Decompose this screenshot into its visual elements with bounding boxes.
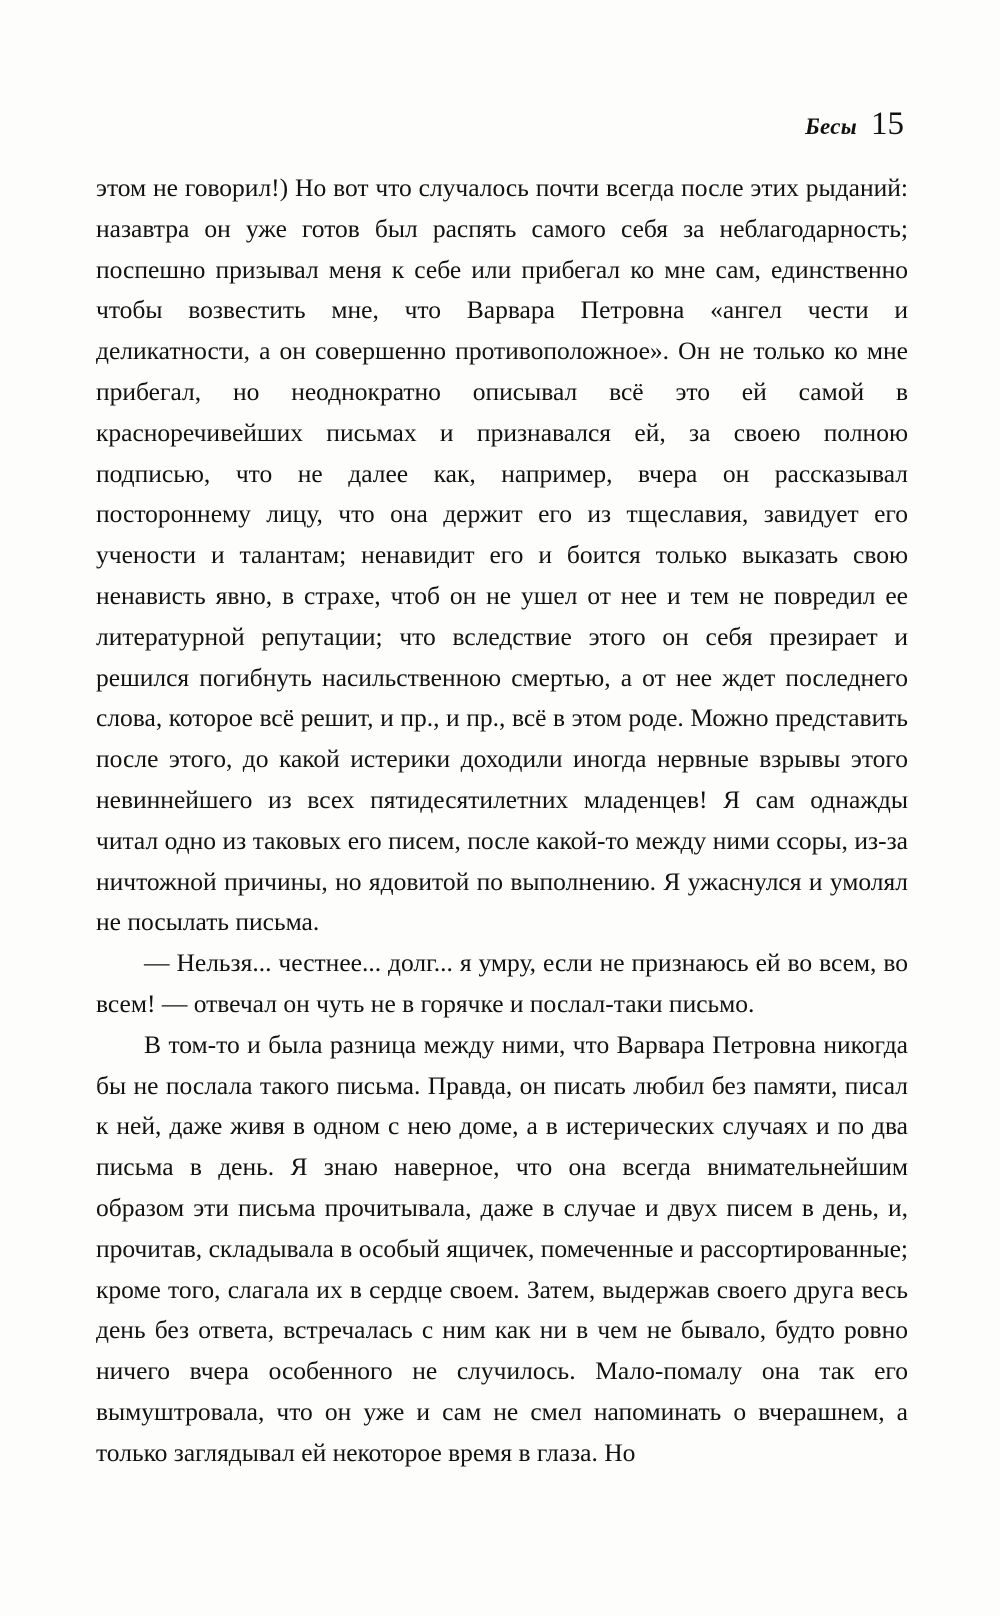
paragraph-body: В том-то и была разница между ними, что Варвара Петровна никогда бы не послала такого письма. Правда, он писать любил без памяти, писал к ней, даже живя в одном с нею доме, а в истерических случаях и по два письма в день. Я знаю наверное, что она всегда внимательнейшим образом эти письма прочитывала, даже в случае и двух писем в день, и, прочитав, складывала в особый ящичек, помеченные и рассортированные; кроме того, слагала их в сердце своем. Затем, выдержав своего друга весь день без ответа, встречалась с ним как ни в чем не бывало, будто ровно ничего вчера особенного не случилось. Мало-помалу она так его вымуштровала, что он уже и сам не смел напоминать о вчерашнем, а только заглядывал ей некоторое время в глаза. Но [96,1029,908,1467]
running-title: Бесы [805,114,857,139]
paragraph-continuation: этом не говорил!) Но вот что случалось почти всегда после этих рыданий: назавтра он уже готов был распять самого себя за неблагодарность; поспешно призывал меня к себе или прибегал ко мне сам, единственно чтобы возвестить мне, что Варвара Петровна «ангел чести и деликатности, а он совершенно противоположное». Он не только ко мне прибегал, но неоднократно описывал всё это ей самой в красноречивейших письмах и признавался ей, за своею полною подписью, что не далее как, например, вчера он рассказывал постороннему лицу, что она держит его из тщеславия, завидует его учености и талантам; ненавидит его и боится только выказать свою ненависть явно, в страхе, чтоб он не ушел от нее и тем не повредил ее литературной репутации; что вследствие этого он себя презирает и решился погибнуть насильственною смертью, а от нее ждет последнего слова, которое всё решит, и пр., и пр., всё в этом роде. Можно представить после этого, до какой истерики доходили иногда нервные взрывы этого невиннейшего из всех пятидесятилетних младенцев! Я сам однажды читал одно из таковых его писем, после какой-то между ними ссоры, из-за ничтожной причины, но ядовитой по выполнению. Я ужаснулся и умолял не посылать письма. [96,173,908,937]
page-header [805,108,904,141]
page-number: 15 [871,106,904,142]
paragraph-dialogue: — Нельзя... честнее... долг... я умру, если не признаюсь ей во всем, во всем! — отвечал он чуть не в горячке и послал-таки письмо. [96,948,908,1018]
page-body [96,168,908,1474]
